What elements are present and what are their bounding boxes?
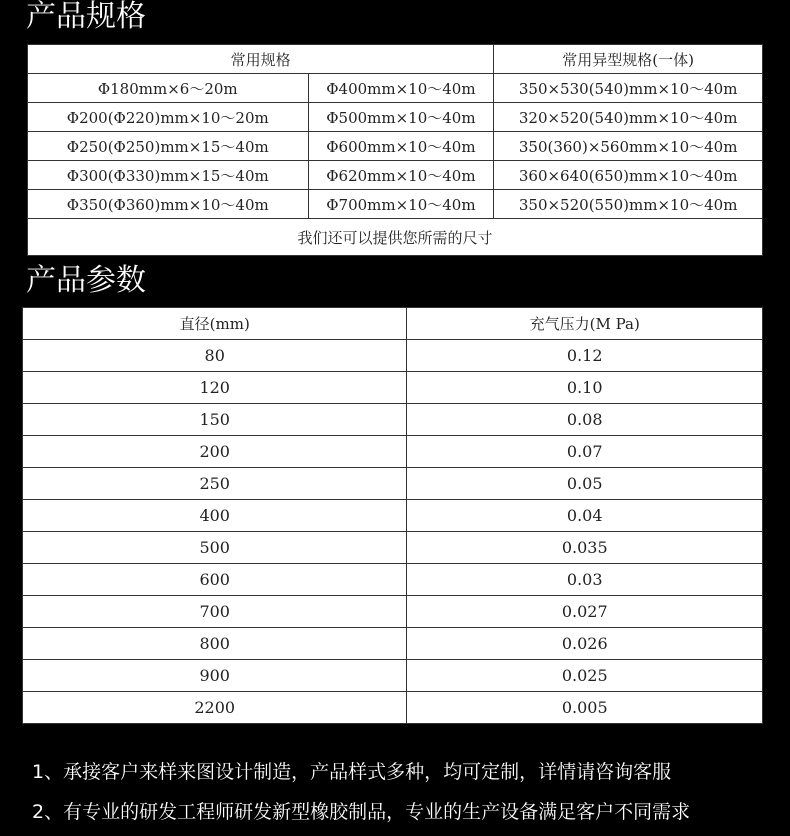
- param-diameter-cell: 800: [23, 628, 407, 660]
- param-pressure-cell: 0.005: [407, 692, 763, 724]
- spec-cell-c3: 350(360)×560mm×10～40m: [494, 132, 763, 161]
- spec-cell-c3: 360×640(650)mm×10～40m: [494, 161, 763, 190]
- spec-cell-c2: Φ500mm×10～40m: [308, 103, 494, 132]
- param-diameter-cell: 400: [23, 500, 407, 532]
- param-pressure-cell: 0.027: [407, 596, 763, 628]
- param-pressure-cell: 0.03: [407, 564, 763, 596]
- note-custom-design: 1、承接客户来样来图设计制造，产品样式多种，均可定制，详情请咨询客服: [32, 761, 672, 783]
- param-diameter-cell: 120: [23, 372, 407, 404]
- spec-cell-c1: Φ350(Φ360)mm×10～40m: [28, 190, 309, 219]
- spec-row: [28, 161, 763, 190]
- spec-row: [28, 74, 763, 103]
- spec-section-title: 产品规格: [26, 0, 146, 34]
- param-row: [23, 500, 763, 532]
- param-pressure-cell: 0.05: [407, 468, 763, 500]
- param-table: [22, 307, 763, 724]
- param-row: [23, 628, 763, 660]
- spec-footer-note: 我们还可以提供您所需的尺寸: [28, 219, 763, 256]
- param-section-title: 产品参数: [26, 263, 146, 298]
- spec-cell-c2: Φ620mm×10～40m: [308, 161, 494, 190]
- spec-cell-c1: Φ200(Φ220)mm×10～20m: [28, 103, 309, 132]
- param-diameter-cell: 80: [23, 340, 407, 372]
- param-pressure-cell: 0.025: [407, 660, 763, 692]
- param-row: [23, 372, 763, 404]
- spec-cell-c3: 350×530(540)mm×10～40m: [494, 74, 763, 103]
- param-pressure-cell: 0.07: [407, 436, 763, 468]
- spec-cell-c3: 350×520(550)mm×10～40m: [494, 190, 763, 219]
- param-row: [23, 436, 763, 468]
- param-diameter-cell: 2200: [23, 692, 407, 724]
- param-row: [23, 660, 763, 692]
- spec-cell-c1: Φ180mm×6～20m: [28, 74, 309, 103]
- header-special-spec: 常用异型规格(一体): [494, 45, 763, 74]
- spec-row: [28, 103, 763, 132]
- param-pressure-cell: 0.035: [407, 532, 763, 564]
- param-row: [23, 404, 763, 436]
- param-pressure-cell: 0.12: [407, 340, 763, 372]
- header-pressure: 充气压力(M Pa): [407, 308, 763, 340]
- spec-cell-c1: Φ250(Φ250)mm×15～40m: [28, 132, 309, 161]
- spec-cell-c2: Φ700mm×10～40m: [308, 190, 494, 219]
- param-diameter-cell: 150: [23, 404, 407, 436]
- spec-cell-c2: Φ600mm×10～40m: [308, 132, 494, 161]
- spec-cell-c3: 320×520(540)mm×10～40m: [494, 103, 763, 132]
- param-diameter-cell: 700: [23, 596, 407, 628]
- header-diameter: 直径(mm): [23, 308, 407, 340]
- param-row: [23, 340, 763, 372]
- param-diameter-cell: 500: [23, 532, 407, 564]
- param-diameter-cell: 200: [23, 436, 407, 468]
- spec-row: [28, 132, 763, 161]
- param-pressure-cell: 0.04: [407, 500, 763, 532]
- header-common-spec: 常用规格: [28, 45, 494, 74]
- param-header-row: [23, 308, 763, 340]
- param-pressure-cell: 0.026: [407, 628, 763, 660]
- param-row: [23, 468, 763, 500]
- spec-cell-c2: Φ400mm×10～40m: [308, 74, 494, 103]
- param-row: [23, 564, 763, 596]
- spec-cell-c1: Φ300(Φ330)mm×15～40m: [28, 161, 309, 190]
- note-rd-capability: 2、有专业的研发工程师研发新型橡胶制品，专业的生产设备满足客户不同需求: [32, 801, 691, 823]
- param-diameter-cell: 600: [23, 564, 407, 596]
- param-row: [23, 692, 763, 724]
- param-diameter-cell: 900: [23, 660, 407, 692]
- spec-footer-row: [28, 219, 763, 256]
- param-pressure-cell: 0.10: [407, 372, 763, 404]
- spec-row: [28, 190, 763, 219]
- param-row: [23, 532, 763, 564]
- param-row: [23, 596, 763, 628]
- spec-table: [27, 44, 763, 256]
- param-pressure-cell: 0.08: [407, 404, 763, 436]
- param-diameter-cell: 250: [23, 468, 407, 500]
- spec-header-row: [28, 45, 763, 74]
